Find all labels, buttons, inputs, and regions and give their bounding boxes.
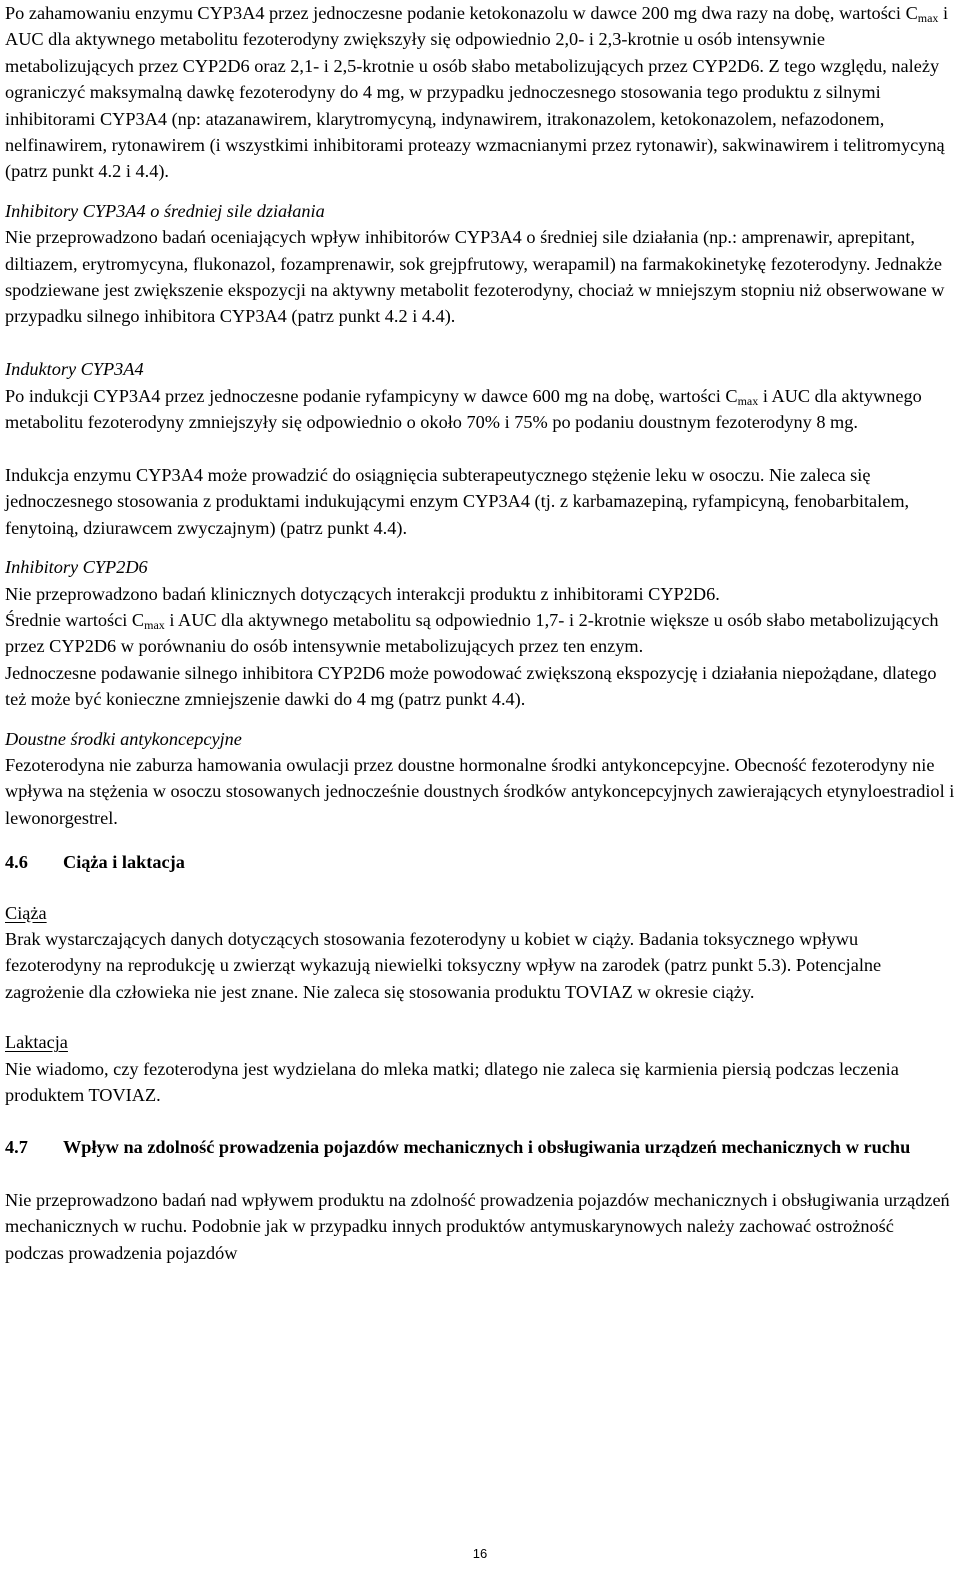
paragraph-pregnancy: Brak wystarczających danych dotyczących stosowania fezoterodyny u kobiet w ciąży. Badania toksycznego wpływu fezoterodyny na reprodukcję u zwierząt wykazują niewielki toksyczny wpływ na zarodek (patrz punkt 5.3). Potencjalne zagrożenie dla człowieka nie jest znane. Nie zaleca się stosowania produktu TOVIAZ w okresie ciąży. — [5, 928, 882, 1002]
subscript: max — [144, 617, 165, 632]
paragraph-ketoconazole — [5, 0, 955, 185]
paragraph-induction: Indukcja enzymu CYP3A4 może prowadzić do osiągnięcia subterapeutycznego stężenie leku w osoczu. Nie zaleca się jednoczesnego stosowania z produktami indukującymi enzym CYP3A4 (tj. z karbamazepiną, ryfampicyną, fenobarbitalem, fenytoiną, dziurawcem zwyczajnym) (patrz punkt 4.4). — [5, 464, 910, 538]
text-segment: i AUC dla aktywnego metabolitu fezoterodyny zwiększyły się odpowiednio 2,0- i 2,3-krotnie u osób intensywnie metabolizujących przez CYP2D6 oraz 2,1- i 2,5-krotnie u osób słabo metabolizujących przez CYP2D6. Z tego względu, należy ograniczyć maksymalną dawkę fezoterodyny do 4 mg, w przypadku jednoczesnego stosowania tego produktu z silnymi inhibitorami CYP3A4 (np: atazanawirem, klarytromycyną, indynawirem, itrakonazolem, ketokonazolem, nefazodonem, nelfinawirem, rytonawirem (i wszystkimi inhibitorami proteazy wzmacnianymi przez rytonawir), sakwinawirem i telitromycyną (patrz punkt 4.2 i 4.4). — [5, 3, 949, 182]
subscript: max — [737, 393, 759, 408]
section-title: Wpływ na zdolność prowadzenia pojazdów mechanicznych i obsługiwania urządzeń mechanicznych w ruchu — [63, 1137, 911, 1158]
heading-moderate-inhibitors: Inhibitory CYP3A4 o średniej sile działania — [5, 200, 325, 221]
document-page — [5, 0, 955, 1266]
subscript: max — [917, 11, 939, 25]
paragraph-cyp2d6-line1: Nie przeprowadzono badań klinicznych dotyczących interakcji produktu z inhibitorami CYP2D6. — [5, 583, 720, 604]
section-title: Ciąża i laktacja — [63, 852, 185, 873]
page-number: 16 — [472, 1546, 488, 1561]
heading-lactation: Laktacja — [5, 1032, 68, 1053]
text-segment: Po indukcji CYP3A4 przez jednoczesne podanie ryfampicyny w dawce 600 mg na dobę, wartości C — [5, 385, 738, 406]
paragraph-moderate-inhibitors: Nie przeprowadzono badań oceniających wpływ inhibitorów CYP3A4 o średniej sile działania (np.: amprenawir, aprepitant, diltiazem, erytromycyna, flukonazol, fozamprenawir, sok grejpfrutowy, werapamil) na farmakokinetykę fezoterodyny. Jednakże spodziewane jest zwiększenie ekspozycji na aktywny metabolit fezoterodyny, chociaż w mniejszym stopniu niż obserwowane w przypadku silnego inhibitora CYP3A4 (patrz punkt 4.2 i 4.4). — [5, 227, 945, 327]
section-number: 4.6 — [5, 852, 28, 873]
section-number: 4.7 — [5, 1137, 28, 1158]
text-segment: i AUC dla aktywnego metabolitu fezoterodyny zmniejszyły się odpowiednio o około 70% i 75% po podaniu doustnym fezoterodyny 8 mg. — [5, 385, 922, 433]
section-heading-4-7 — [5, 1134, 955, 1160]
paragraph-lactation: Nie wiadomo, czy fezoterodyna jest wydzielana do mleka matki; dlatego nie zaleca się karmienia piersią podczas leczenia produktem TOVIAZ. — [5, 1058, 899, 1105]
text-segment: Po zahamowaniu enzymu CYP3A4 przez jednoczesne podanie ketokonazolu w dawce 200 mg dwa razy na dobę, wartości C — [5, 3, 918, 23]
paragraph-rifampicin — [5, 383, 955, 436]
paragraph-cyp2d6-coadmin: Jednoczesne podawanie silnego inhibitora CYP2D6 może powodować zwiększoną ekspozycję i działania niepożądane, dlatego też może być konieczne zmniejszenie dawki do 4 mg (patrz punkt 4.4). — [5, 662, 937, 710]
heading-oral-contraceptives: Doustne środki antykoncepcyjne — [5, 728, 242, 749]
paragraph-driving: Nie przeprowadzono badań nad wpływem produktu na zdolność prowadzenia pojazdów mechanicznych i obsługiwania urządzeń mechanicznych w ruchu. Podobnie jak w przypadku innych produktów antymuskarynowych należy zachować ostrożność podczas prowadzenia pojazdów — [5, 1189, 950, 1263]
text-segment: Średnie wartości C — [5, 609, 145, 630]
paragraph-oral-contraceptives: Fezoterodyna nie zaburza hamowania owulacji przez doustne hormonalne środki antykoncepcyjne. Obecność fezoterodyny nie wpływa na stężenia w osoczu stosowanych jednocześnie doustnych środków antykoncepcyjnych zawierających etynyloestradiol i lewonorgestrel. — [5, 754, 955, 828]
heading-pregnancy: Ciąża — [5, 902, 47, 923]
section-heading-4-6 — [5, 849, 955, 875]
heading-inducers: Induktory CYP3A4 — [5, 359, 144, 380]
heading-cyp2d6-inhibitors: Inhibitory CYP2D6 — [5, 557, 148, 578]
paragraph-cyp2d6-cmax — [5, 607, 955, 660]
text-segment: i AUC dla aktywnego metabolitu są odpowiednio 1,7- i 2-krotnie większe u osób słabo metabolizujących przez CYP2D6 w porównaniu do osób intensywnie metabolizujących przez ten enzym. — [5, 609, 939, 657]
